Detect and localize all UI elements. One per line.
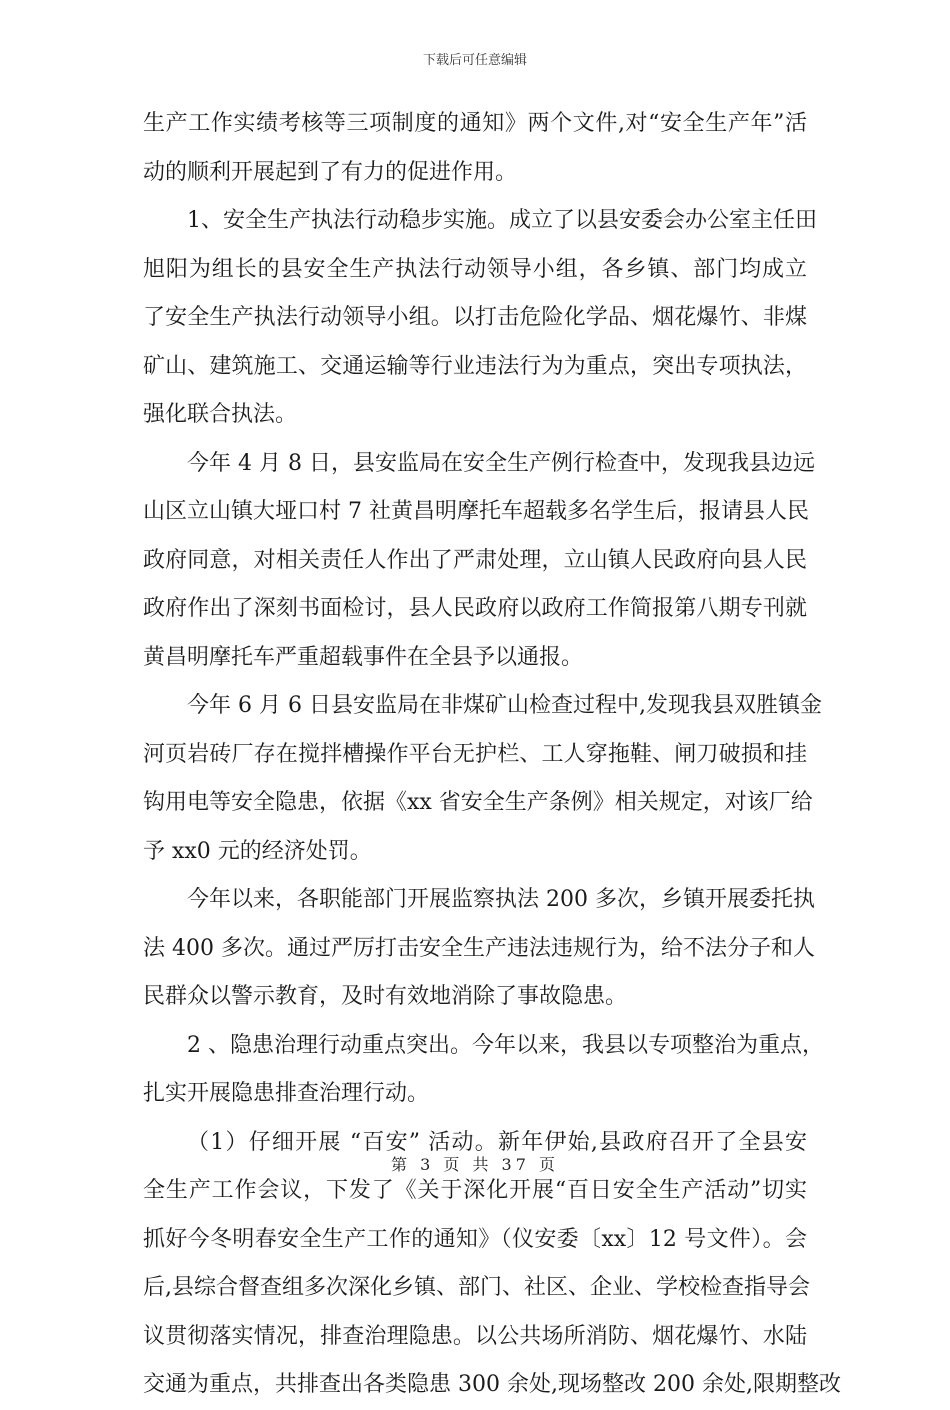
text-line: 今年 6 月 6 日县安监局在非煤矿山检查过程中,发现我县双胜镇金 [187,693,822,718]
text-line: 强化联合执法。 [143,402,298,427]
text-line: 全生产工作会议，下发了《关于深化开展“百日安全生产活动”切实 [143,1178,807,1203]
text-line: 政府作出了深刻书面检讨，县人民政府以政府工作简报第八期专刊就 [143,596,807,621]
text-line: 了安全生产执法行动领导小组。以打击危险化学品、烟花爆竹、非煤 [143,305,807,330]
text-line: 2 、隐患治理行动重点突出。今年以来，我县以专项整治为重点， [187,1032,824,1058]
text-line: 黄昌明摩托车严重超载事件在全县予以通报。 [143,644,584,670]
text-line: 议贯彻落实情况，排查治理隐患。以公共场所消防、烟花爆竹、水陆 [143,1323,807,1349]
text-line: 后,县综合督查组多次深化乡镇、部门、社区、企业、学校检查指导会 [143,1275,810,1300]
page-footer: 第 3 页 共 37 页 [391,1155,559,1174]
text-line: 交通为重点，共排查出各类隐患 300 余处,现场整改 200 余处,限期整改 [143,1372,841,1397]
text-line: 动的顺利开展起到了有力的促进作用。 [143,159,518,185]
text-line: 法 400 多次。通过严厉打击安全生产违法违规行为，给不法分子和人 [143,935,815,961]
text-line: 予 xx0 元的经济处罚。 [143,838,372,864]
document-body [143,100,841,1410]
text-line: 矿山、建筑施工、交通运输等行业违法行为为重点，突出专项执法， [143,353,807,379]
text-line: 生产工作实绩考核等三项制度的通知》两个文件,对“安全生产年”活 [143,111,807,136]
text-line: 政府同意，对相关责任人作出了严肃处理，立山镇人民政府向县人民 [143,547,807,573]
text-line: 钩用电等安全隐患，依据《xx 省安全生产条例》相关规定，对该厂给 [143,790,813,815]
text-line: 今年 4 月 8 日，县安监局在安全生产例行检查中，发现我县边远 [187,450,815,476]
text-line: 抓好今冬明春安全生产工作的通知》（仪安委〔xx〕12 号文件）。会 [143,1226,807,1252]
page-header: 下载后可任意编辑 [422,53,527,68]
text-line: 河页岩砖厂存在搅拌槽操作平台无护栏、工人穿拖鞋、闸刀破损和挂 [143,741,807,767]
text-line: 旭阳为组长的县安全生产执法行动领导小组，各乡镇、部门均成立 [143,256,807,282]
text-line: 今年以来，各职能部门开展监察执法 200 多次，乡镇开展委托执 [187,887,815,912]
text-line: （1）仔细开展 “百安” 活动。新年伊始,县政府召开了全县安 [187,1129,807,1155]
text-line: 民群众以警示教育，及时有效地消除了事故隐患。 [143,984,628,1009]
text-line: 扎实开展隐患排查治理行动。 [143,1081,430,1106]
text-line: 1、安全生产执法行动稳步实施。成立了以县安委会办公室主任田 [187,208,817,233]
text-line: 山区立山镇大垭口村 7 社黄昌明摩托车超载多名学生后，报请县人民 [143,499,809,524]
